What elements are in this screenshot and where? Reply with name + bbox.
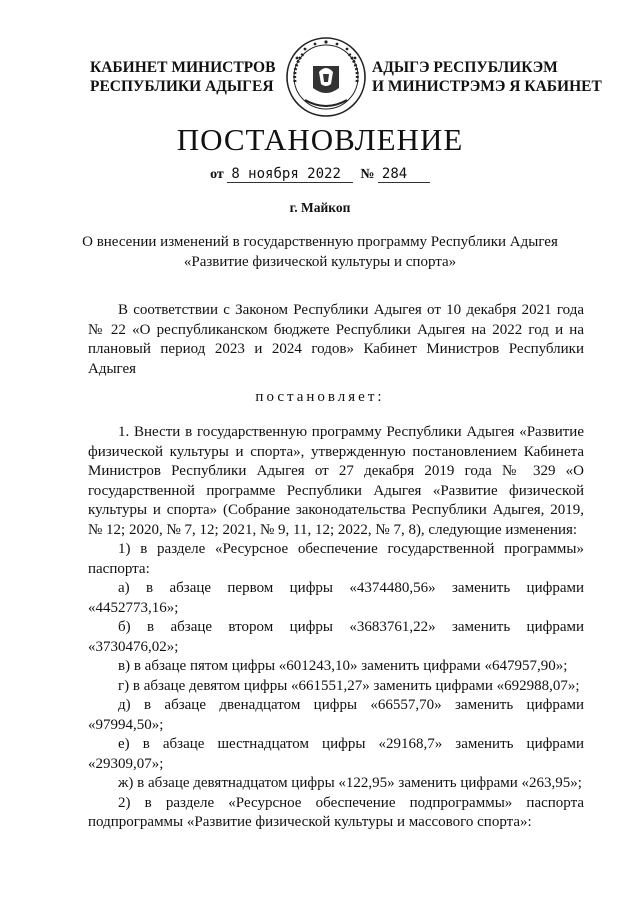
- resolves-word: постановляет:: [255, 389, 385, 405]
- document-title: ПОСТАНОВЛЕНИЕ: [176, 122, 464, 157]
- subject-line-1: О внесении изменений в государственную программу Республики Адыгея: [82, 234, 558, 250]
- paragraph-v: в) в абзаце пятом цифры «601243,10» заменить цифрами «647957,90»;: [118, 658, 568, 674]
- issuer-name-russian: [90, 58, 276, 96]
- preamble: В соответствии с Законом Республики Адыгея от 10 декабря 2021 года № 22 «О республиканском бюджете Республики Адыгея на 2022 год и на плановый период 2023 и 2024 годов» Кабинет Министров Республики Адыгея: [88, 302, 584, 377]
- paragraph-1-1: 1) в разделе «Ресурсное обеспечение государственной программы» паспорта:: [88, 541, 584, 577]
- city: г. Майкоп: [289, 200, 351, 215]
- preamble-block: [88, 301, 584, 379]
- issuer-adyghe-line-1: АДЫГЭ РЕСПУБЛИКЭМ: [372, 59, 558, 76]
- subject-heading: [0, 232, 640, 272]
- document-number: 284: [378, 166, 430, 183]
- paragraph-2: 2) в разделе «Ресурсное обеспечение подпрограммы» паспорта подпрограммы «Развитие физической культуры и массового спорта»:: [88, 794, 584, 830]
- paragraph-b: б) в абзаце втором цифры «3683761,22» заменить цифрами «3730476,02»;: [88, 619, 584, 655]
- coat-of-arms-emblem: [285, 36, 367, 118]
- issuer-line-1: КАБИНЕТ МИНИСТРОВ: [90, 59, 276, 76]
- issuer-adyghe-line-2: И МИНИСТРЭМЭ Я КАБИНЕТ: [372, 78, 602, 95]
- number-sign: №: [360, 167, 375, 182]
- date-value: 8 ноября 2022: [227, 166, 353, 183]
- paragraph-1: 1. Внести в государственную программу Республики Адыгея «Развитие физической культуры и спорта», утвержденную постановлением Кабинета Министров Республики Адыгея от 27 декабря 2019 года № 329 «О государственной программе Республики Адыгея «Развитие физической культуры и спорта» (Собрание законодательства Республики Адыгея, 2019, № 12; 2020, № 7, 12; 2021, № 9, 11, 12; 2022, № 7, 8), следующие изменения:: [88, 424, 584, 538]
- issuer-name-adyghe: [372, 58, 602, 96]
- paragraph-g: г) в абзаце девятом цифры «661551,27» заменить цифрами «692988,07»;: [118, 677, 580, 694]
- resolution-body: [88, 423, 584, 833]
- paragraph-a: а) в абзаце первом цифры «4374480,56» заменить цифрами «4452773,16»;: [88, 580, 584, 616]
- issuer-line-2: РЕСПУБЛИКИ АДЫГЕЯ: [90, 78, 274, 95]
- subject-line-2: «Развитие физической культуры и спорта»: [183, 254, 457, 270]
- date-prefix: от: [210, 167, 224, 182]
- paragraph-d: д) в абзаце двенадцатом цифры «66557,70» заменить цифрами «97994,50»;: [88, 697, 584, 733]
- paragraph-e: е) в абзаце шестнадцатом цифры «29168,7» заменить цифрами «29309,07»;: [88, 736, 584, 772]
- date-number-line: [0, 166, 640, 183]
- paragraph-zh: ж) в абзаце девятнадцатом цифры «122,95» заменить цифрами «263,95»;: [118, 775, 582, 791]
